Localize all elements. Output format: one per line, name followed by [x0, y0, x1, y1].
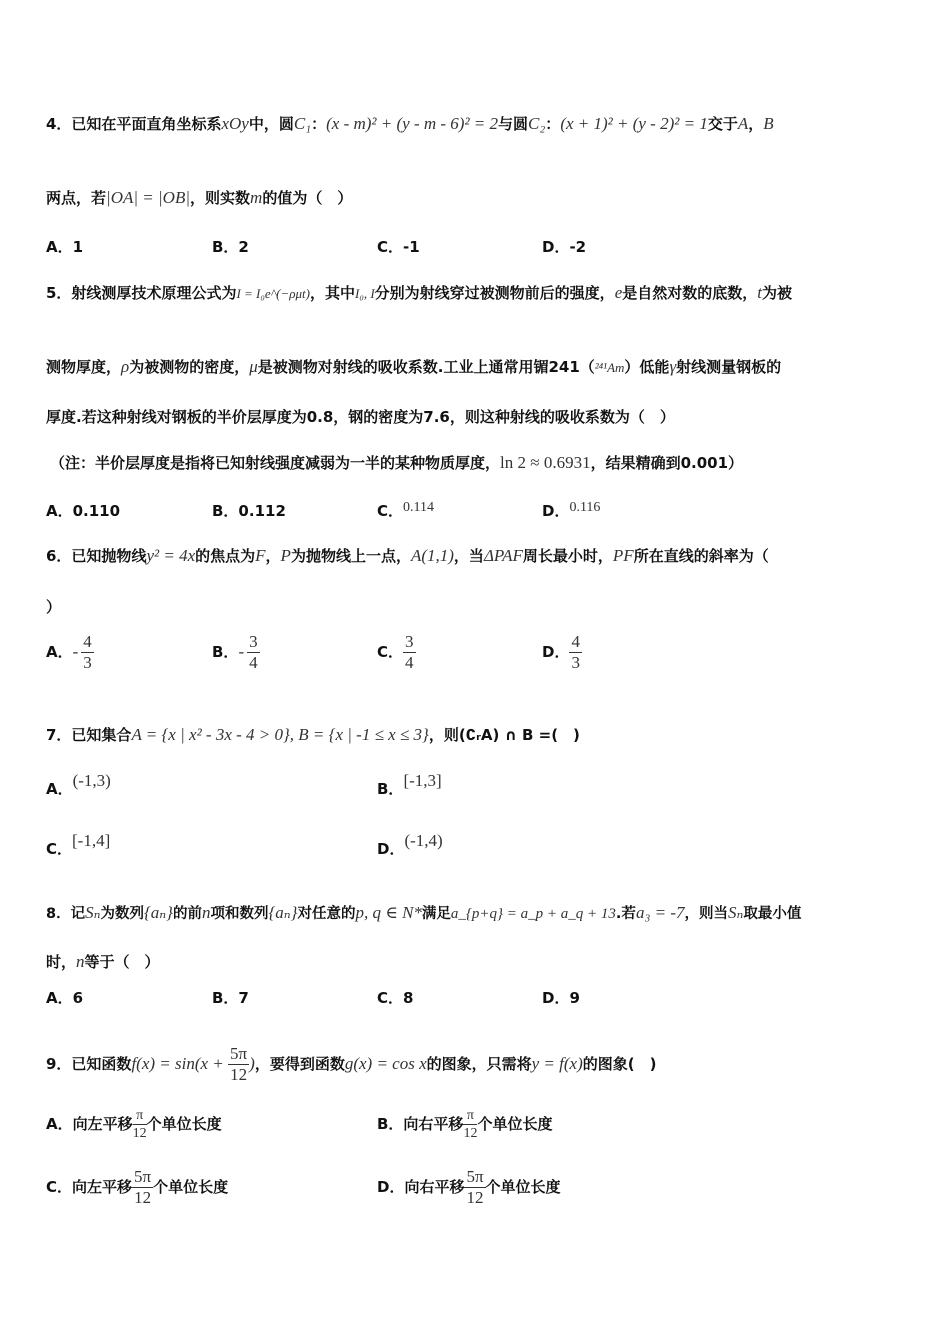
option-label: D． — [377, 840, 405, 858]
option-label: C． — [46, 840, 73, 858]
q8-text: 为数列 — [100, 906, 144, 922]
option-label: C．向左平移 — [46, 1178, 133, 1196]
q9-math: y = f(x) — [531, 1054, 583, 1073]
q6-math: P — [280, 546, 291, 565]
q9-math: f(x) = sin(x + — [131, 1054, 229, 1073]
fraction-numerator: 3 — [405, 632, 414, 651]
option-fraction — [247, 632, 260, 673]
q9-math: ) — [249, 1054, 255, 1073]
q4-text: ， — [748, 115, 764, 133]
q4-text: 两点，若 — [46, 189, 107, 207]
fraction-denominator: 12 — [230, 1065, 248, 1084]
q6-option-b[interactable] — [212, 632, 260, 673]
q9-option-d[interactable] — [377, 1167, 561, 1208]
q6-text: ，当 — [453, 547, 484, 565]
q5-text: 分别为射线穿过被测物前后的强度， — [374, 284, 615, 302]
option-label: B．0.112 — [212, 502, 286, 520]
q9-text: 的图象，只需将 — [426, 1055, 532, 1073]
fraction-numerator: 3 — [249, 632, 258, 651]
q6-text: ， — [265, 547, 281, 565]
option-tail: 个单位长度 — [146, 1115, 222, 1133]
q6-text: 为抛物线上一点， — [290, 547, 411, 565]
q4-option-a[interactable]: A．1 — [46, 238, 84, 256]
option-value: [-1,3] — [403, 771, 442, 790]
q8-text: 时， — [46, 953, 77, 971]
q4-circle2-equation: (x + 1)² + (y - 2)² = 1 — [560, 114, 708, 133]
q4-math: A — [737, 114, 749, 133]
q4-math: C₁ — [293, 114, 312, 133]
fraction-denominator: 12 — [463, 1126, 478, 1141]
q6-text: 的焦点为 — [195, 547, 256, 565]
q4-math: |OA| = |OB| — [106, 188, 191, 207]
q8-math: n — [76, 952, 85, 971]
q7-option-c[interactable] — [46, 831, 111, 859]
option-label: C． — [377, 502, 404, 520]
q8-text: 对任意的 — [297, 906, 356, 922]
fraction-denominator: 12 — [132, 1126, 147, 1141]
q8-text: 等于（ ） — [84, 953, 160, 971]
fraction-denominator: 4 — [405, 653, 414, 672]
q5-line2 — [46, 356, 904, 379]
fraction-numerator: π — [133, 1107, 147, 1125]
q5-text: 是自然对数的底数， — [622, 284, 758, 302]
q6-line1 — [46, 545, 904, 567]
option-tail: 个单位长度 — [485, 1178, 561, 1196]
q8-option-a[interactable]: A．6 — [46, 989, 84, 1007]
q8-option-c[interactable]: C．8 — [377, 989, 414, 1007]
option-fraction — [132, 1167, 153, 1208]
q6-math: ΔPAF — [483, 546, 523, 565]
fraction-numerator: 4 — [571, 632, 580, 651]
option-sign: - — [72, 642, 79, 661]
option-label: A． — [46, 780, 73, 798]
option-fraction — [403, 632, 416, 673]
q5-text: 为被 — [761, 284, 792, 302]
option-label: B．向右平移 — [377, 1115, 464, 1133]
q5-math: μ — [249, 357, 258, 376]
q4-math: xOy — [221, 114, 249, 133]
q9-text: 的图象( ) — [582, 1055, 657, 1073]
option-label: C． — [377, 643, 404, 661]
q4-line1 — [46, 113, 904, 135]
q6-line2: ） — [46, 598, 62, 616]
q4-math: C₂ — [528, 114, 546, 133]
q8-text: 的前 — [172, 906, 202, 922]
q6-math: PF — [612, 546, 634, 565]
q6-text: 周长最小时， — [522, 547, 613, 565]
q8-line2 — [46, 951, 904, 973]
fraction-denominator: 12 — [134, 1188, 152, 1207]
q4-line2 — [46, 187, 904, 209]
q4-text: 4．已知在平面直角坐标系 — [46, 115, 222, 133]
q8-math: n — [201, 903, 211, 922]
q4-option-d[interactable]: D．-2 — [542, 238, 587, 256]
q5-option-b[interactable] — [212, 500, 286, 521]
q9-text: 9．已知函数 — [46, 1055, 132, 1073]
fraction-numerator: 5π — [230, 1044, 248, 1063]
q8-text: 取最小值 — [743, 906, 802, 922]
q5-math: ln 2 ≈ 0.6931 — [500, 453, 591, 472]
q9-math: g(x) = cos x — [344, 1054, 427, 1073]
fraction-denominator: 3 — [83, 653, 92, 672]
q4-text: 的值为（ ） — [262, 189, 353, 207]
q6-option-c[interactable] — [377, 632, 416, 673]
option-fraction — [133, 1107, 147, 1142]
option-label: B． — [212, 643, 239, 661]
q5-note — [50, 452, 904, 474]
q5-line3: 厚度.若这种射线对钢板的半价层厚度为0.8，钢的密度为7.6，则这种射线的吸收系数为（ ） — [46, 408, 675, 426]
q5-option-a[interactable] — [46, 500, 120, 521]
q7-option-d[interactable] — [377, 831, 443, 859]
option-label: D． — [542, 502, 570, 520]
q8-math: a₃ = -7 — [635, 903, 685, 922]
q5-text: 测物厚度， — [46, 358, 122, 376]
q6-math: A(1,1) — [410, 546, 454, 565]
option-fraction — [464, 1167, 485, 1208]
q9-fraction — [228, 1044, 249, 1085]
q9-option-b[interactable] — [377, 1107, 552, 1142]
option-label: B． — [377, 780, 404, 798]
q4-text: ，则实数 — [190, 189, 251, 207]
q4-text: 交于 — [707, 115, 738, 133]
q8-text: .若 — [615, 906, 636, 922]
q8-option-b[interactable]: B．7 — [212, 989, 249, 1007]
q6-option-d[interactable] — [542, 632, 582, 673]
q5-text: 是被测物对射线的吸收系数.工业上通常用镅241（ — [257, 358, 595, 376]
option-label: D． — [542, 643, 570, 661]
option-tail: 个单位长度 — [477, 1115, 553, 1133]
q8-option-d[interactable]: D．9 — [542, 989, 580, 1007]
fraction-numerator: π — [463, 1107, 477, 1125]
option-label: A． — [46, 643, 73, 661]
q4-circle1-equation: (x - m)² + (y - m - 6)² = 2 — [326, 114, 499, 133]
q8-math: Sₙ — [727, 903, 744, 922]
q9-option-a[interactable] — [46, 1107, 222, 1142]
option-label: A．0.110 — [46, 502, 121, 520]
q5-option-d[interactable] — [542, 500, 600, 521]
q4-math: B — [763, 114, 774, 133]
q8-recurrence: a_{p+q} = a_p + a_q + 13 — [450, 906, 616, 922]
q5-text: 5．射线测厚技术原理公式为 — [46, 284, 237, 302]
q7-option-b[interactable] — [377, 771, 442, 799]
option-fraction — [569, 632, 582, 673]
q5-text: ，其中 — [309, 284, 355, 302]
q4-math: m — [250, 188, 263, 207]
q5-text: （注：半价层厚度是指将已知射线强度减弱为一半的某种物质厚度， — [50, 454, 501, 472]
q6-text: 6．已知抛物线 — [46, 547, 147, 565]
option-value: 0.116 — [569, 500, 601, 515]
fraction-numerator: 5π — [466, 1167, 484, 1186]
q5-formula: I = I₀e^(−ρμt) — [236, 286, 310, 301]
q5-math: e — [614, 283, 623, 302]
q5-text: 射线测量钢板的 — [676, 358, 782, 376]
q8-line1 — [46, 902, 904, 925]
q5-math: γ — [669, 357, 677, 376]
option-label: D．向右平移 — [377, 1178, 465, 1196]
fraction-denominator: 3 — [571, 653, 580, 672]
q9-line1 — [46, 1044, 904, 1085]
option-fraction — [81, 632, 94, 673]
q5-math: t — [757, 283, 762, 302]
q5-option-c[interactable] — [377, 500, 434, 521]
q5-text: 为被测物的密度， — [129, 358, 250, 376]
fraction-numerator: 5π — [134, 1167, 152, 1186]
q8-math: {aₙ} — [268, 903, 298, 922]
q5-math: ²⁴¹Am — [594, 360, 625, 375]
q8-text: 满足 — [421, 906, 451, 922]
q7-line1 — [46, 724, 904, 746]
q4-option-c[interactable]: C．-1 — [377, 238, 420, 256]
q5-line1 — [46, 282, 904, 305]
q7-text: 7．已知集合 — [46, 726, 132, 744]
option-sign: - — [238, 642, 245, 661]
option-value: (-1,3) — [72, 771, 111, 790]
q8-math: p, q ∈ N* — [355, 903, 422, 922]
q5-math: ρ — [121, 357, 130, 376]
option-value: [-1,4] — [72, 831, 111, 850]
q9-text: ，要得到函数 — [254, 1055, 345, 1073]
q7-text: (∁ᵣA) ∩ B =( ) — [458, 726, 580, 744]
q4-option-b[interactable]: B．2 — [212, 238, 249, 256]
fraction-denominator: 12 — [466, 1188, 484, 1207]
q9-option-c[interactable] — [46, 1167, 228, 1208]
q4-text: 与圆 — [498, 115, 529, 133]
q5-math: I₀, I — [354, 286, 375, 301]
q7-text: ，则 — [428, 726, 459, 744]
q6-text: 所在直线的斜率为（ — [633, 547, 769, 565]
fraction-numerator: 4 — [83, 632, 92, 651]
q7-option-a[interactable] — [46, 771, 111, 799]
q8-math: Sₙ — [85, 903, 101, 922]
option-fraction — [463, 1107, 477, 1142]
q5-text: ，结果精确到0.001） — [590, 454, 744, 472]
q8-text: ，则当 — [684, 906, 728, 922]
q5-text: ）低能 — [624, 358, 670, 376]
q8-text: 8．记 — [46, 906, 86, 922]
option-label: A．向左平移 — [46, 1115, 133, 1133]
q8-math: {aₙ} — [143, 903, 173, 922]
q4-text: ： — [311, 115, 327, 133]
q6-option-a[interactable] — [46, 632, 94, 673]
q8-text: 项和数列 — [210, 906, 269, 922]
q4-text: ： — [545, 115, 561, 133]
fraction-denominator: 4 — [249, 653, 258, 672]
q4-text: 中，圆 — [248, 115, 294, 133]
q6-math: F — [255, 546, 266, 565]
option-value: 0.114 — [403, 500, 434, 515]
q7-sets: A = {x | x² - 3x - 4 > 0}, B = {x | -1 ≤ x ≤ 3} — [131, 725, 429, 744]
option-value: (-1,4) — [404, 831, 443, 850]
q6-math: y² = 4x — [146, 546, 196, 565]
option-tail: 个单位长度 — [153, 1178, 229, 1196]
